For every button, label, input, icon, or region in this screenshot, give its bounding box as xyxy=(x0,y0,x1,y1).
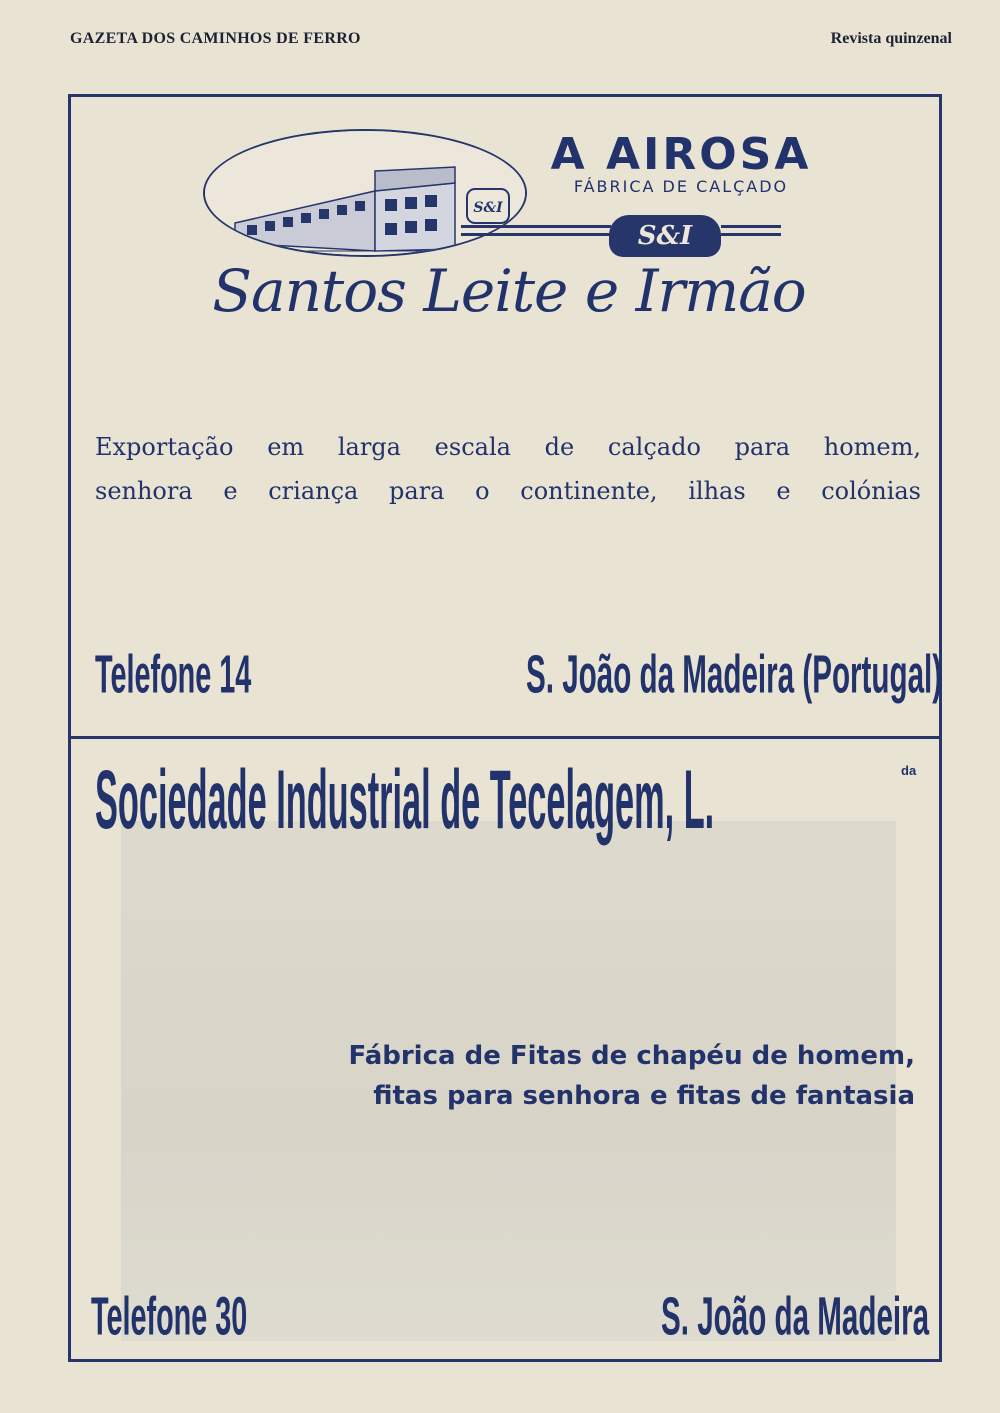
phone-number: Telefone 14 xyxy=(95,645,252,705)
running-head xyxy=(70,30,952,54)
factory-building-icon xyxy=(205,131,527,257)
monogram-badge: S&I xyxy=(609,215,721,257)
brand-subtitle: FÁBRICA DE CALÇADO xyxy=(573,177,789,196)
ribbon-line-right xyxy=(721,225,781,228)
company-name: Sociedade Industrial de Tecelagem, L. xyxy=(95,754,715,848)
tecelagem-advertisement xyxy=(71,739,939,1359)
company-suffix: da xyxy=(901,763,917,778)
product-line-1: Fábrica de Fitas de chapéu de homem, xyxy=(348,1041,915,1071)
factory-illustration xyxy=(203,129,527,257)
phone-number: Telefone 30 xyxy=(91,1287,248,1347)
ribbon-line-left-2 xyxy=(461,233,611,236)
export-text-line-1: Exportação em larga escala de calçado para homem, xyxy=(95,433,921,461)
location: S. João da Madeira (Portugal) xyxy=(526,645,943,705)
svg-text:S&I: S&I xyxy=(473,200,503,216)
journal-frequency: Revista quinzenal xyxy=(830,30,952,47)
ribbon-line-right-2 xyxy=(721,233,781,236)
journal-title: GAZETA DOS CAMINHOS DE FERRO xyxy=(70,30,361,47)
export-text-line-2: senhora e criança para o continente, ilhas e colónias xyxy=(95,477,921,505)
ribbon-line-left xyxy=(461,225,611,228)
maker-name: Santos Leite e Irmão xyxy=(212,257,806,325)
product-line-2: fitas para senhora e fitas de fantasia xyxy=(373,1081,915,1111)
location: S. João da Madeira xyxy=(661,1287,930,1347)
brand-name: A AIROSA xyxy=(550,129,812,180)
airosa-advertisement xyxy=(71,97,943,735)
